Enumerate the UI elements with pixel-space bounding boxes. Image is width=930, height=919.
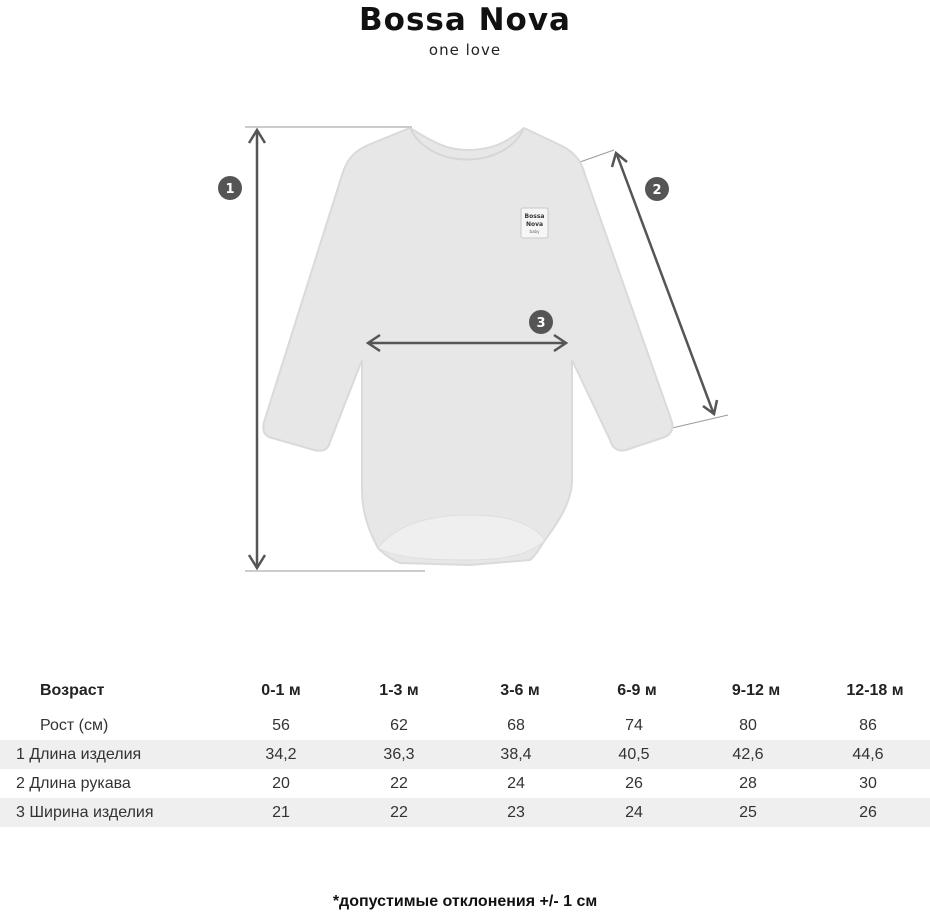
table-row	[0, 769, 930, 798]
header-col: 9-12 м	[731, 682, 781, 699]
length-arrow	[249, 130, 265, 568]
table-cell: 26	[859, 803, 877, 821]
table-cell: 23	[507, 803, 525, 821]
tag-line-3: baby	[529, 229, 540, 234]
table-cell: 30	[859, 774, 877, 792]
guide-line-cuff	[672, 415, 728, 428]
table-cell: 24	[507, 774, 525, 792]
table-cell: 40,5	[618, 745, 650, 763]
table-cell: 22	[390, 774, 408, 792]
svg-text:2: 2	[652, 183, 662, 198]
table-cell: 26	[625, 774, 643, 792]
table-row	[0, 711, 930, 740]
table-cell: 44,6	[852, 745, 884, 763]
header-col: 1-3 м	[379, 682, 419, 699]
table-cell: 21	[272, 803, 290, 821]
marker-2	[645, 177, 669, 201]
table-cell: 36,3	[383, 745, 415, 763]
row-label: 3 Ширина изделия	[16, 803, 154, 821]
table-cell: 34,2	[265, 745, 297, 763]
row-label: Рост (см)	[40, 716, 109, 734]
table-header-row	[0, 676, 930, 706]
marker-3	[529, 310, 553, 334]
brand-subtitle: one love	[428, 41, 502, 59]
table-cell: 56	[272, 716, 290, 734]
brand-tag	[521, 208, 548, 238]
table-cell: 80	[739, 716, 757, 734]
header-col: 3-6 м	[500, 682, 540, 699]
table-cell: 38,4	[500, 745, 532, 763]
table-cell: 62	[390, 716, 408, 734]
guide-line-shoulder	[580, 150, 614, 162]
row-label: 1 Длина изделия	[16, 745, 142, 763]
table-cell: 28	[739, 774, 757, 792]
table-cell: 74	[625, 716, 643, 734]
table-cell: 20	[272, 774, 290, 792]
table-cell: 86	[859, 716, 877, 734]
table-row	[0, 740, 930, 769]
table-cell: 22	[390, 803, 408, 821]
header-label: Возраст	[40, 682, 105, 699]
tag-line-1: Bossa	[524, 213, 545, 220]
header-col: 12-18 м	[846, 682, 904, 699]
table-cell: 24	[625, 803, 643, 821]
header-col: 0-1 м	[261, 682, 301, 699]
marker-1	[218, 176, 242, 200]
tolerance-footnote: *допустимые отклонения +/- 1 см	[332, 893, 598, 910]
table-cell: 42,6	[732, 745, 764, 763]
bodysuit-shape	[263, 128, 672, 565]
table-cell: 68	[507, 716, 525, 734]
brand-title: Bossa Nova	[359, 2, 571, 38]
svg-text:1: 1	[225, 182, 235, 197]
size-table	[0, 676, 930, 827]
table-row	[0, 798, 930, 827]
tag-line-2: Nova	[525, 221, 544, 228]
header-col: 6-9 м	[617, 682, 657, 699]
row-label: 2 Длина рукава	[16, 774, 131, 792]
table-cell: 25	[739, 803, 757, 821]
svg-text:3: 3	[536, 316, 546, 331]
